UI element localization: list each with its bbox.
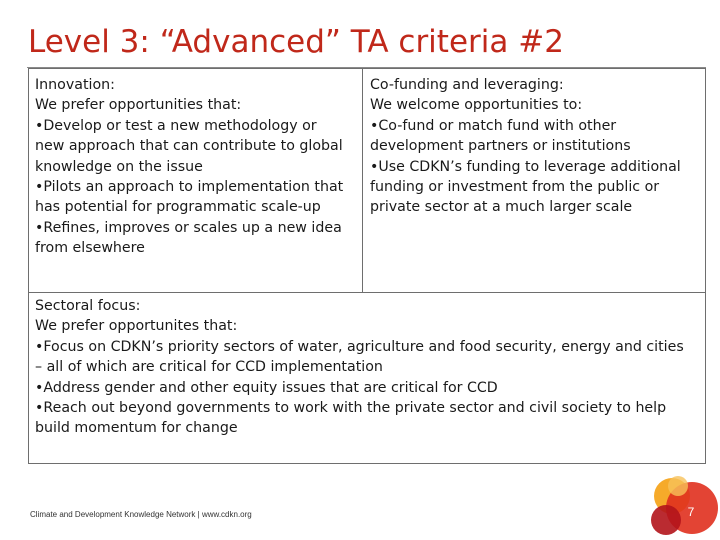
innovation-line: We prefer opportunities that:	[35, 97, 242, 114]
innovation-line: new approach that can contribute to global	[35, 138, 343, 155]
innovation-line: has potential for programmatic scale-up	[35, 199, 321, 216]
cofunding-line: private sector at a much larger scale	[370, 199, 633, 216]
sectoral-line: We prefer opportunites that:	[35, 318, 238, 335]
cofunding-line: •Co-fund or match fund with other	[370, 117, 617, 134]
logo-deep-circle	[651, 505, 681, 535]
sectoral-line: build momentum for change	[35, 420, 238, 437]
cofunding-line: We welcome opportunities to:	[370, 97, 583, 114]
cdkn-logo-icon	[636, 462, 720, 540]
page-number: 7	[687, 505, 695, 519]
table-row-divider	[28, 292, 706, 293]
innovation-heading: Innovation:	[35, 77, 115, 93]
innovation-line: knowledge on the issue	[35, 158, 203, 175]
sectoral-heading: Sectoral focus:	[35, 298, 141, 314]
innovation-cell	[35, 75, 343, 259]
sectoral-cell	[35, 296, 684, 439]
sectoral-line: •Address gender and other equity issues that are critical for CCD	[35, 379, 498, 396]
cofunding-line: development partners or institutions	[370, 138, 631, 155]
footer-text: Climate and Development Knowledge Network | www.cdkn.org	[30, 510, 252, 519]
cofunding-line: funding or investment from the public or	[370, 179, 660, 196]
innovation-line: •Pilots an approach to implementation that	[35, 179, 344, 196]
innovation-line: •Develop or test a new methodology or	[35, 117, 317, 134]
slide-title: Level 3: “Advanced” TA criteria #2	[28, 24, 564, 60]
cofunding-line: •Use CDKN’s funding to leverage additional	[370, 158, 681, 175]
innovation-line: from elsewhere	[35, 240, 145, 257]
sectoral-line: •Focus on CDKN’s priority sectors of water, agriculture and food security, energy and cities	[35, 338, 684, 355]
sectoral-line: •Reach out beyond governments to work with the private sector and civil society to help	[35, 400, 667, 417]
logo-light-circle	[668, 476, 688, 496]
table-column-divider	[362, 68, 363, 293]
cofunding-heading: Co-funding and leveraging:	[370, 77, 564, 93]
cofunding-cell	[370, 75, 681, 218]
sectoral-line: – all of which are critical for CCD implementation	[35, 359, 383, 376]
innovation-line: •Refines, improves or scales up a new idea	[35, 219, 342, 236]
